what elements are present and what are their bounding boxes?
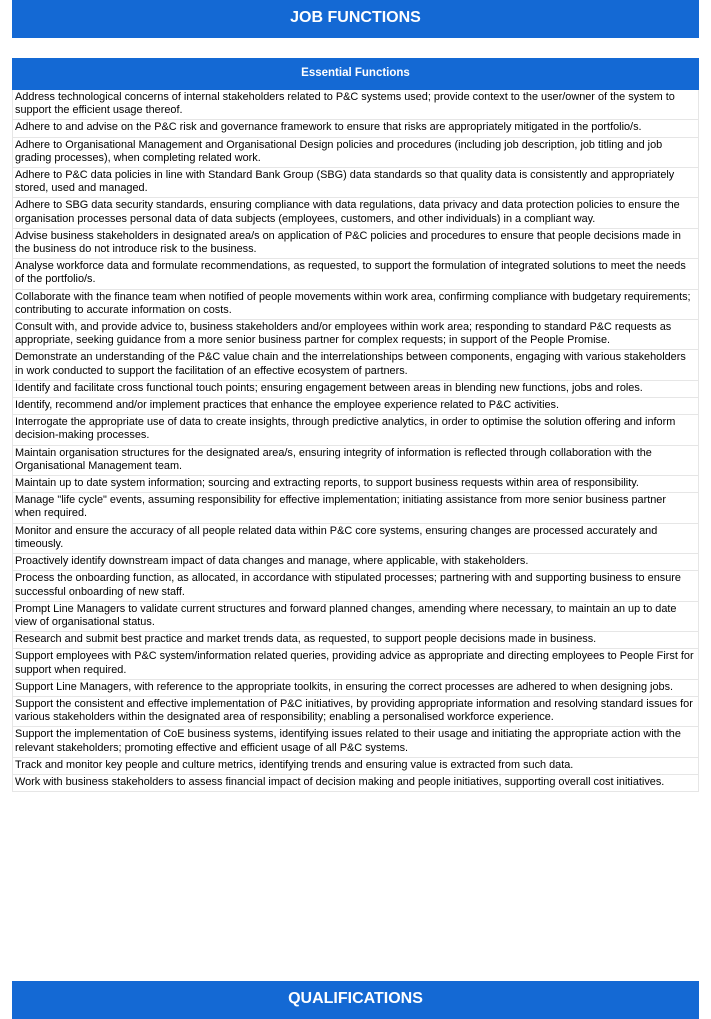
list-item: Analyse workforce data and formulate recommendations, as requested, to support the formulation of integrated solutions to meet the needs of the portfolio/s. (12, 259, 699, 289)
list-item: Interrogate the appropriate use of data to create insights, through predictive analytics, in order to optimise the solution offering and inform decision-making processes. (12, 415, 699, 445)
list-item: Monitor and ensure the accuracy of all people related data within P&C core systems, ensuring changes are processed accurately and timeously. (12, 524, 699, 554)
list-item: Identify and facilitate cross functional touch points; ensuring engagement between areas in blending new functions, jobs and roles. (12, 381, 699, 398)
qualifications-banner: QUALIFICATIONS (12, 981, 699, 1019)
list-item: Work with business stakeholders to assess financial impact of decision making and people initiatives, supporting overall cost initiatives. (12, 775, 699, 792)
list-item: Support employees with P&C system/information related queries, providing advice as appropriate and directing employees to People First for support when required. (12, 649, 699, 679)
list-item: Demonstrate an understanding of the P&C value chain and the interrelationships between components, engaging with various stakeholders in work conducted to support the facilitation of an effective ecosystem of partners. (12, 350, 699, 380)
list-item: Maintain up to date system information; sourcing and extracting reports, to support business requests within area of responsibility. (12, 476, 699, 493)
list-item: Support Line Managers, with reference to the appropriate toolkits, in ensuring the correct processes are adhered to when designing jobs. (12, 680, 699, 697)
list-item: Consult with, and provide advice to, business stakeholders and/or employees within work area; responding to standard P&C requests as appropriate, seeking guidance from a more senior business partner for complex requests; in support of the People Promise. (12, 320, 699, 350)
list-item: Proactively identify downstream impact of data changes and manage, where applicable, with stakeholders. (12, 554, 699, 571)
list-item: Research and submit best practice and market trends data, as requested, to support people decisions made in business. (12, 632, 699, 649)
list-item: Adhere to and advise on the P&C risk and governance framework to ensure that risks are appropriately mitigated in the portfolio/s. (12, 120, 699, 137)
list-item: Support the consistent and effective implementation of P&C initiatives, by providing appropriate information and resolving standard issues for various stakeholders within the designated area of responsibility; enabling a personalised workforce experience. (12, 697, 699, 727)
list-item: Manage "life cycle" events, assuming responsibility for effective implementation; initiating assistance from more senior business partner when required. (12, 493, 699, 523)
list-item: Maintain organisation structures for the designated area/s, ensuring integrity of information is reflected through collaboration with the Organisational Management team. (12, 446, 699, 476)
job-functions-banner: JOB FUNCTIONS (12, 0, 699, 38)
list-item: Collaborate with the finance team when notified of people movements within work area, confirming compliance with budgetary requirements; contributing to accurate information on costs. (12, 290, 699, 320)
list-item: Identify, recommend and/or implement practices that enhance the employee experience related to P&C activities. (12, 398, 699, 415)
list-item: Advise business stakeholders in designated area/s on application of P&C policies and procedures to ensure that people decisions made in the business do not introduce risk to the business. (12, 229, 699, 259)
list-item: Process the onboarding function, as allocated, in accordance with stipulated processes; partnering with and supporting business to ensure successful onboarding of new staff. (12, 571, 699, 601)
list-item: Support the implementation of CoE business systems, identifying issues related to their usage and initiating the appropriate action with the relevant stakeholders; promoting effective and efficient usage of all P&C systems. (12, 727, 699, 757)
list-item: Prompt Line Managers to validate current structures and forward planned changes, amending where necessary, to maintain an up to date view of organisational status. (12, 602, 699, 632)
list-item: Adhere to Organisational Management and Organisational Design policies and procedures (including job description, job titling and job grading processes), when completing related work. (12, 138, 699, 168)
list-item: Adhere to SBG data security standards, ensuring compliance with data regulations, data privacy and data protection policies to ensure the organisation processes personal data of data subjects (employees, customers, and other individuals) in a compliant way. (12, 198, 699, 228)
essential-functions-header: Essential Functions (12, 58, 699, 90)
essential-functions-list (12, 90, 699, 792)
list-item: Track and monitor key people and culture metrics, identifying trends and ensuring value is extracted from such data. (12, 758, 699, 775)
list-item: Adhere to P&C data policies in line with Standard Bank Group (SBG) data standards so that quality data is consistently and appropriately stored, used and managed. (12, 168, 699, 198)
list-item: Address technological concerns of internal stakeholders related to P&C systems used; provide context to the user/owner of the system to support the efficient usage thereof. (12, 90, 699, 120)
